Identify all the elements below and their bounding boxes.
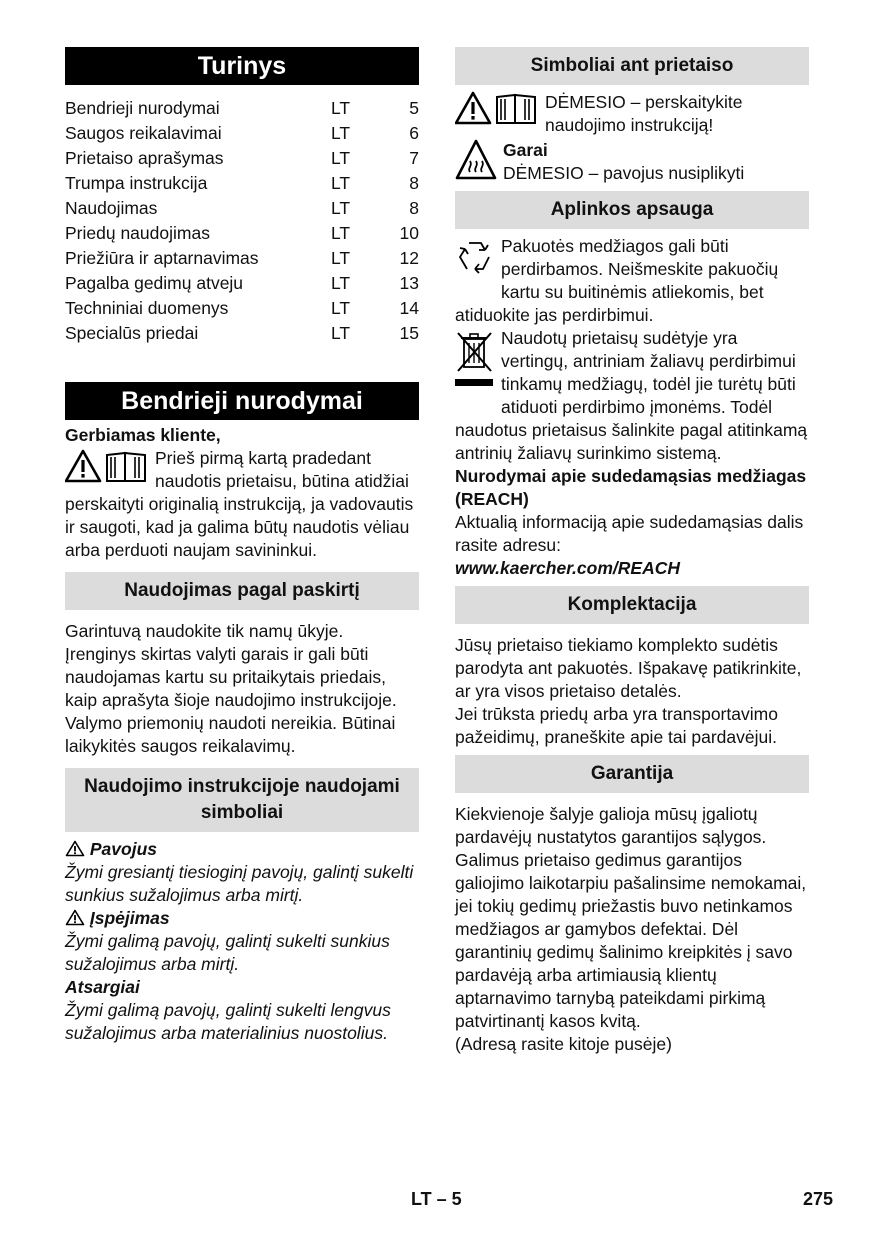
steam-icon-wrap	[455, 139, 497, 181]
toc-entry-lang: LT	[331, 173, 351, 193]
toc-row[interactable]	[65, 321, 419, 346]
warning-triangle-icon	[65, 449, 149, 483]
toc-row[interactable]	[65, 221, 419, 246]
toc-entry-lang: LT	[331, 98, 351, 118]
right-column	[455, 47, 809, 1056]
toc-entry-page: 14	[399, 298, 419, 318]
toc-row[interactable]	[65, 96, 419, 121]
crossed-bin-icon	[455, 329, 495, 391]
steam-label: Garai	[503, 140, 548, 160]
warranty-heading: Garantija	[455, 755, 809, 793]
toc-entry-title: Priedų naudojimas	[65, 223, 210, 243]
recycle-icon-wrap	[455, 237, 495, 283]
toc-entry-page: 12	[399, 248, 419, 268]
caution-label: Atsargiai	[65, 977, 140, 997]
weee-icon-wrap	[455, 329, 495, 397]
warranty-address-note: (Adresą rasite kitoje pusėje)	[455, 1034, 672, 1054]
general-icons	[65, 449, 149, 489]
reach-text: Aktualią informaciją apie sudedamąsias dalis rasite adresu:	[455, 512, 804, 555]
danger-label-line	[65, 838, 419, 861]
toc-entry-title: Prietaiso aprašymas	[65, 148, 224, 168]
weee-paragraph	[455, 327, 809, 465]
warning-small-icon	[65, 908, 90, 928]
warning-label: Įspėjimas	[89, 908, 170, 928]
caution-text: Žymi galimą pavojų, galintį sukelti lengvus sužalojimus arba materialinius nuostolius.	[65, 1000, 391, 1043]
toc-entry-page: 8	[409, 173, 419, 193]
weee-text: Naudotų prietaisų sudėtyje yra vertingų, antriniam žaliavų perdirbimui tinkamų medžiagų, todėl jie turėtų būti atiduoti perdirbimo įmonėms. Todėl naudotus prietaisus šalinkite pagal atitinkamą antrinių žaliavų surinkimo sistemą.	[455, 328, 808, 463]
scope-text-1: Jūsų prietaiso tiekiamo komplekto sudėtis parodyta ant pakuotės. Išpakavę patikrinkite, ar yra visos prietaiso detalės.	[455, 635, 802, 701]
toc-entry-title: Techniniai duomenys	[65, 298, 229, 318]
warning-small-icon	[65, 839, 90, 859]
environment-heading: Aplinkos apsauga	[455, 191, 809, 229]
steam-text: DĖMESIO – pavojus nusiplikyti	[503, 163, 745, 183]
warning-label-line	[65, 907, 419, 930]
toc-entry-lang: LT	[331, 323, 351, 343]
general-paragraph	[65, 447, 419, 562]
recycle-icon	[455, 237, 495, 277]
toc-entry-page: 5	[409, 98, 419, 118]
general-text: Prieš pirmą kartą pradedant naudotis prietaisu, būtina atidžiai perskaityti originalią instrukciją, ja vadovautis ir saugoti, kad ja galima būtų naudotis vėliau arba perduoti naujam savininkui.	[65, 448, 414, 560]
toc-entry-lang: LT	[331, 298, 351, 318]
reach-title: Nurodymai apie sudedamąsias medžiagas (REACH)	[455, 466, 807, 509]
general-heading: Bendrieji nurodymai	[65, 382, 419, 420]
manual-book-icon	[107, 453, 145, 481]
toc-entry-title: Pagalba gedimų atveju	[65, 273, 244, 293]
manual-book-icon	[497, 95, 535, 123]
toc-entry-lang: LT	[331, 123, 351, 143]
greeting: Gerbiamas kliente,	[65, 425, 221, 445]
table-of-contents	[65, 96, 419, 346]
toc-row[interactable]	[65, 196, 419, 221]
read-manual-icons	[455, 91, 539, 125]
toc-entry-page: 10	[399, 223, 419, 243]
toc-entry-lang: LT	[331, 273, 351, 293]
toc-entry-lang: LT	[331, 148, 351, 168]
toc-entry-page: 15	[399, 323, 419, 343]
reach-url[interactable]: www.kaercher.com/REACH	[455, 558, 680, 578]
toc-row[interactable]	[65, 121, 419, 146]
toc-row[interactable]	[65, 296, 419, 321]
scope-text-2: Jei trūksta priedų arba yra transportavimo pažeidimų, praneškite apie tai pardavėjui.	[455, 704, 778, 747]
toc-entry-title: Bendrieji nurodymai	[65, 98, 220, 118]
scope-heading: Komplektacija	[455, 586, 809, 624]
read-manual-text: DĖMESIO – perskaitykite naudojimo instrukciją!	[545, 92, 743, 135]
toc-row[interactable]	[65, 246, 419, 271]
toc-entry-page: 13	[399, 273, 419, 293]
toc-entry-page: 8	[409, 198, 419, 218]
warning-triangle-icon	[455, 91, 539, 125]
steam-line	[455, 139, 809, 185]
device-symbols-heading: Simboliai ant prietaiso	[455, 47, 809, 85]
warning-text: Žymi galimą pavojų, galintį sukelti sunkius sužalojimus arba mirtį.	[65, 931, 390, 974]
toc-row[interactable]	[65, 271, 419, 296]
packaging-text: Pakuotės medžiagos gali būti perdirbamos. Neišmeskite pakuočių kartu su buitinėmis atliekomis, bet atiduokite jas perdirbimui.	[455, 236, 779, 325]
toc-entry-lang: LT	[331, 248, 351, 268]
toc-entry-lang: LT	[331, 198, 351, 218]
danger-text: Žymi gresiantį tiesioginį pavojų, galintį sukelti sunkius sužalojimus arba mirtį.	[65, 862, 414, 905]
toc-entry-lang: LT	[331, 223, 351, 243]
danger-label: Pavojus	[89, 839, 157, 859]
toc-entry-title: Naudojimas	[65, 198, 158, 218]
toc-row[interactable]	[65, 146, 419, 171]
toc-entry-title: Saugos reikalavimai	[65, 123, 222, 143]
footer-section: LT – 5	[411, 1189, 462, 1209]
packaging-paragraph	[455, 235, 809, 327]
steam-hazard-icon	[455, 139, 497, 181]
read-manual-line	[455, 91, 809, 137]
left-column	[65, 47, 419, 1045]
page-number: 275	[803, 1189, 834, 1209]
toc-row[interactable]	[65, 171, 419, 196]
toc-entry-page: 7	[409, 148, 419, 168]
toc-entry-title: Trumpa instrukcija	[65, 173, 208, 193]
symbols-heading: Naudojimo instrukcijoje naudojami simboliai	[65, 768, 419, 832]
intended-use-text: Garintuvą naudokite tik namų ūkyje. Įrenginys skirtas valyti garais ir gali būti naudojamas kartu su pritaikytais priedais, kaip aprašyta šioje naudojimo instrukcijoje. Valymo priemonių naudoti nereikia. Būtinai laikykitės saugos reikalavimų.	[65, 621, 397, 756]
toc-heading: Turinys	[65, 47, 419, 85]
toc-entry-page: 6	[409, 123, 419, 143]
toc-entry-title: Priežiūra ir aptarnavimas	[65, 248, 259, 268]
toc-entry-title: Specialūs priedai	[65, 323, 199, 343]
warranty-text: Kiekvienoje šalyje galioja mūsų įgaliotų pardavėjų nustatytos garantijos sąlygos. Galimus prietaiso gedimus garantijos galiojimo laikotarpiu pašalinsime nemokamai, jei tokių gedimų priežastis buvo netinkamos medžiagos ar gamybos defektai. Dėl garantinių gedimų šalinimo kreipkitės į savo pardavėją arba artimiausią klientų aptarnavimo tarnybą pateikdami pirkimą patvirtinantį kasos kvitą.	[455, 804, 807, 1031]
intended-use-heading: Naudojimas pagal paskirtį	[65, 572, 419, 610]
